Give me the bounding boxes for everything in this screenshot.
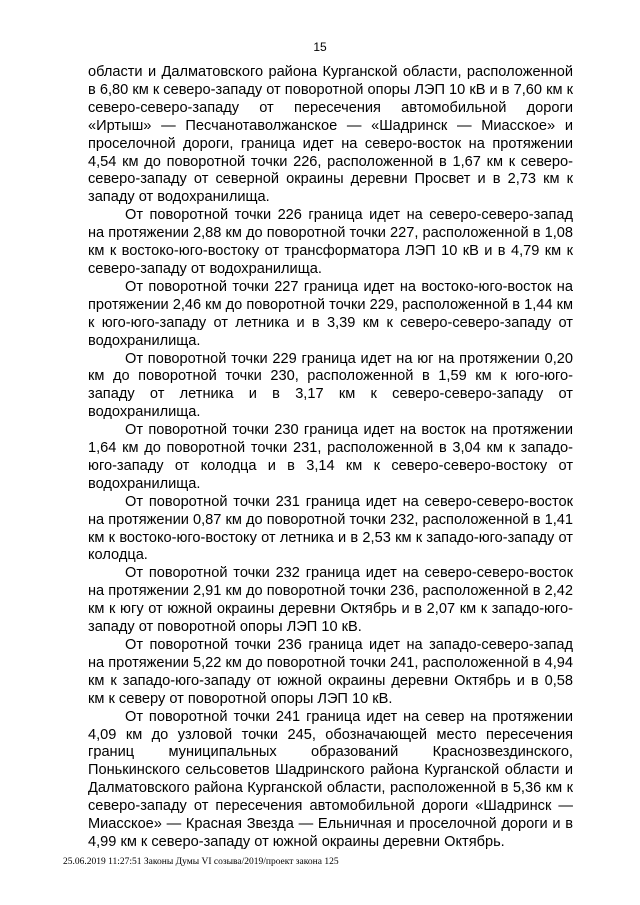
document-body [88,64,573,852]
paragraph: области и Далматовского района Курганской области, расположенной в 6,80 км к северо-западу от поворотной опоры ЛЭП 10 кВ и в 7,60 км к северо-северо-западу от пересечения автомобильной дороги «Иртыш» — Песчанотаволжанское — «Шадринск — Миасское» и проселочной дороги, граница идет на северо-восток на протяжении 4,54 км до поворотной точки 226, расположенной в 1,67 км к северо-северо-западу от северной окраины деревни Просвет и в 2,73 км к западу от водохранилища. [88,64,573,206]
paragraph: От поворотной точки 227 граница идет на востоко-юго-восток на протяжении 2,46 км до поворотной точки 229, расположенной в 1,44 км к юго-юго-западу от летника и в 3,39 км к северо-северо-западу от водохранилища. [88,278,573,349]
paragraph: От поворотной точки 241 граница идет на север на протяжении 4,09 км до узловой точки 245, обозначающей место пересечения границ муниципальных образований Краснозвездинского, Понькинского сельсоветов Шадринского района Курганской области и Далматовского района Курганской области, расположенной в 5,36 км к северо-западу от пересечения автомобильной дороги «Шадринск — Миасское» — Красная Звезда — Ельничная и проселочной дороги и в 4,99 км к северо-западу от южной окраины деревни Октябрь. [88,708,573,850]
paragraph: От поворотной точки 230 граница идет на восток на протяжении 1,64 км до поворотной точки 231, расположенной в 3,04 км к западо-юго-западу от колодца и в 3,14 км к северо-северо-востоку от водохранилища. [88,422,573,492]
paragraph: От поворотной точки 229 граница идет на юг на протяжении 0,20 км до поворотной точки 230, расположенной в 1,59 км к юго-юго-западу от летника и в 3,17 км к северо-северо-западу от водохранилища. [88,350,573,421]
paragraph: От поворотной точки 236 граница идет на западо-северо-запад на протяжении 5,22 км до поворотной точки 241, расположенной в 4,94 км к западо-юго-западу от южной окраины деревни Октябрь и в 0,58 км к северу от поворотной опоры ЛЭП 10 кВ. [88,637,573,707]
paragraph: От поворотной точки 231 граница идет на северо-северо-восток на протяжении 0,87 км до поворотной точки 232, расположенной в 1,41 км к востоко-юго-востоку от летника и в 2,53 км к западо-юго-западу от колодца. [88,493,573,564]
document-footer: 25.06.2019 11:27:51 Законы Думы VI созыва/2019/проект закона 125 [63,857,339,867]
paragraph: От поворотной точки 232 граница идет на северо-северо-восток на протяжении 2,91 км до поворотной точки 236, расположенной в 2,42 км к югу от южной окраины деревни Октябрь и в 2,07 км к западо-юго-западу от поворотной опоры ЛЭП 10 кВ. [88,565,573,636]
paragraph: От поворотной точки 226 граница идет на северо-северо-запад на протяжении 2,88 км до поворотной точки 227, расположенной в 1,08 км к востоко-юго-востоку от трансформатора ЛЭП 10 кВ и в 4,79 км к северо-западу от водохранилища. [88,207,573,277]
page-number: 15 [313,40,327,54]
